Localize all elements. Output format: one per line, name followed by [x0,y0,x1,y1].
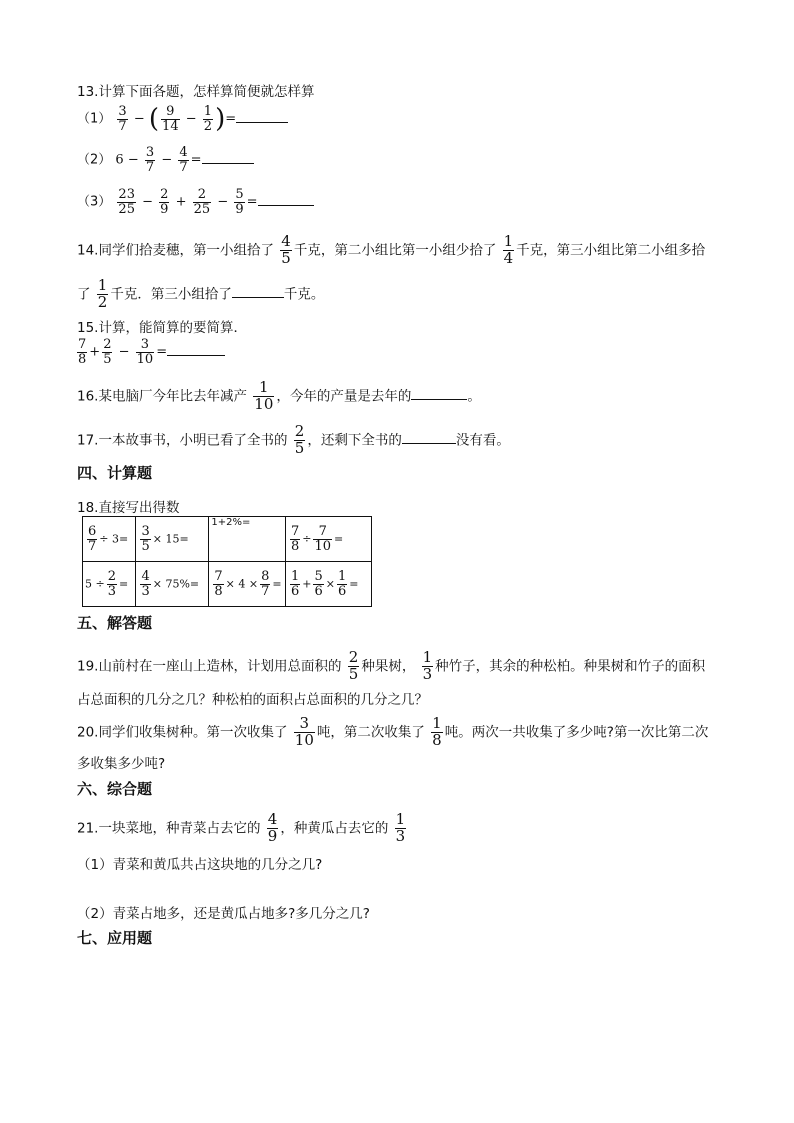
q15-title: 15.计算，能简算的要简算． [77,320,247,336]
fraction: $\frac{23}{25}$ [118,187,135,217]
q13-part1-label: （1） [77,111,112,127]
fraction: $\frac{2}{25}$ [193,187,211,217]
section-heading-4: 四、计算题 [77,464,153,482]
fraction: $\frac{2}{5}$ [348,648,359,683]
q18-title: 18.直接写出得数 [77,500,180,516]
fraction: $\frac{3}{10}$ [294,714,314,749]
fraction: $\frac{3}{10}$ [136,337,154,367]
fraction: $\frac{5}{6}$ [314,568,323,599]
answer-blank[interactable] [202,151,254,164]
fraction: $\frac{7}{8}$ [214,568,223,599]
q13-part2-label: （2） [77,152,112,168]
q19-line1: 19.山前村在一座山上造林，计划用总面积的 $\frac{2}{5}$ 种果树， $\frac{1}{3}$ 种竹子，其余的种松柏。种果树和竹子的面积 [77,648,706,683]
fraction: $\frac{3}{5}$ [141,523,150,554]
q17: 17.一本故事书，小明已看了全书的 $\frac{2}{5}$ ，还剩下全书的 没有看。 [77,422,510,457]
q21-part1: （1）青菜和黄瓜共占这块地的几分之几? [77,857,323,873]
fraction: $\frac{7}{8}$ [78,337,87,367]
fraction: $\frac{4}{5}$ [281,232,291,267]
q18-table [82,516,372,607]
answer-blank[interactable] [402,431,456,444]
q20-line1: 20.同学们收集树种。第一次收集了 $\frac{3}{10}$ 吨，第二次收集了 $\frac{1}{8}$ 吨。两次一共收集了多少吨?第一次比第二次 [77,714,709,749]
fraction: $\frac{4}{7}$ [179,145,188,175]
fraction: $\frac{5}{9}$ [235,187,244,217]
q18-cell-8: $\frac{1}{6}$ + $\frac{5}{6}$ × $\frac{1}{6}$ = [285,562,371,607]
q13-part3: （3） $\frac{23}{25}$ − $\frac{2}{9}$ + $\frac{2}{25}$ − $\frac{5}{9}$ = [77,188,314,216]
fraction: $\frac{2}{9}$ [160,187,169,217]
fraction: $\frac{7}{10}$ [314,523,332,554]
section-heading-6: 六、综合题 [77,780,153,798]
fraction: $\frac{2}{5}$ [294,422,305,457]
q13-part1: （1） $\frac{3}{7}$ − ( $\frac{9}{14}$ − $\frac{1}{2}$ )= [77,104,288,134]
fraction: $\frac{7}{8}$ [290,523,300,554]
q14-line1: 14.同学们拾麦穗，第一小组拾了 $\frac{4}{5}$ 千克，第二小组比第一小组少拾了 $\frac{1}{4}$ 千克，第三小组比第二小组多拾 [77,232,706,267]
q13-part3-label: （3） [77,194,112,210]
q18-cell-7: $\frac{7}{8}$ × 4 × $\frac{8}{7}$ = [209,562,286,607]
q18-cell-6: $\frac{4}{3}$ × 75%= [136,562,209,607]
section-heading-5: 五、解答题 [77,614,153,632]
fraction: $\frac{1}{10}$ [254,378,274,413]
fraction: $\frac{1}{4}$ [503,232,514,267]
fraction: $\frac{1}{6}$ [337,568,347,599]
q21-part2: （2）青菜占地多，还是黄瓜占地多?多几分之几? [77,906,370,922]
q13-title: 13.计算下面各题，怎样算简便就怎样算 [77,84,315,100]
fraction: $\frac{1}{6}$ [290,568,300,599]
q18-cell-5: 5 ÷ $\frac{2}{3}$ = [83,562,136,607]
fraction: $\frac{1}{3}$ [395,810,406,845]
fraction: $\frac{9}{14}$ [162,103,179,134]
q18-cell-1: $\frac{6}{7}$ ÷ 3= [83,517,136,562]
fraction: $\frac{2}{5}$ [103,337,112,367]
fraction: $\frac{1}{3}$ [422,648,433,683]
q15-expression: $\frac{7}{8}$ + $\frac{2}{5}$ − $\frac{3}{10}$ = [77,338,225,366]
q21-line1: 21.一块菜地，种青菜占去它的 $\frac{4}{9}$ ，种黄瓜占去它的 $\frac{1}{3}$ [77,810,406,845]
q13-part2: （2） 6 − $\frac{3}{7}$ − $\frac{4}{7}$ = [77,146,254,174]
fraction: $\frac{3}{7}$ [145,145,155,175]
answer-blank[interactable] [167,343,225,356]
q18-cell-2: $\frac{3}{5}$ × 15= [136,517,209,562]
fraction: $\frac{1}{2}$ [203,103,213,134]
q18-cell-4: $\frac{7}{8}$ ÷ $\frac{7}{10}$ = [285,517,371,562]
answer-blank[interactable] [236,110,288,123]
fraction: $\frac{6}{7}$ [88,523,97,554]
answer-blank[interactable] [258,193,314,206]
q16: 16.某电脑厂今年比去年减产 $\frac{1}{10}$ ，今年的产量是去年的 。 [77,378,481,413]
section-heading-7: 七、应用题 [77,929,153,947]
q19-line2: 占总面积的几分之几？种松柏的面积占总面积的几分之几？ [77,692,428,708]
fraction: $\frac{8}{7}$ [261,568,270,599]
q18-cell-3: 1+2%= [209,517,286,562]
fraction: $\frac{4}{3}$ [141,568,150,599]
q20-line2: 多收集多少吨? [77,756,166,772]
fraction: $\frac{1}{2}$ [97,276,108,311]
fraction: $\frac{1}{8}$ [432,714,442,749]
answer-blank[interactable] [411,387,467,400]
q14-line2: 了 $\frac{1}{2}$ 千克．第三小组拾了 千克。 [77,276,325,311]
fraction: $\frac{3}{7}$ [118,103,127,134]
fraction: $\frac{4}{9}$ [267,810,278,845]
fraction: $\frac{2}{3}$ [107,568,116,599]
answer-blank[interactable] [232,285,284,298]
